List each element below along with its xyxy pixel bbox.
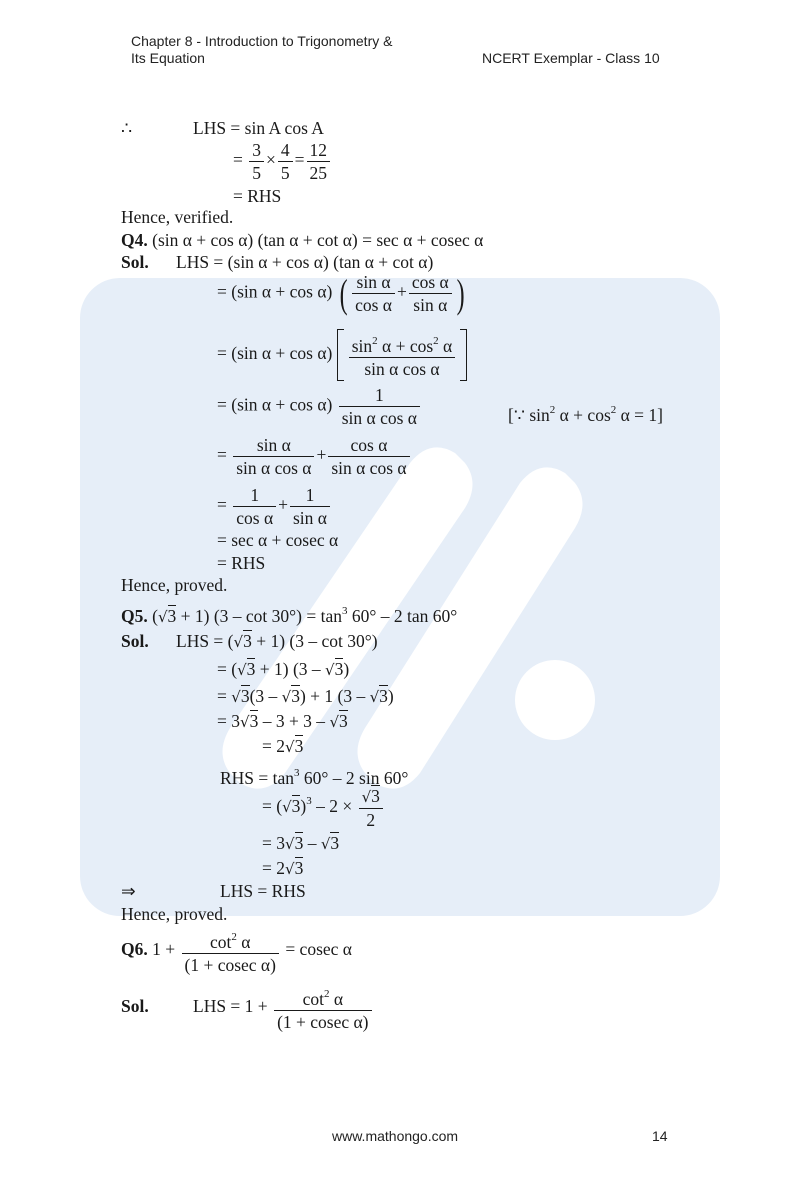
fraction: $\frac{\text{sin α}}{\text{cos α}}$: [352, 271, 395, 316]
book-title: NCERT Exemplar - Class 10: [482, 50, 660, 66]
q4-step6: = $\frac{1}{\text{cos α}}$ + $\frac{1}{\text{sin α}}$: [217, 484, 332, 529]
question-label: Q4.: [121, 230, 148, 250]
q5-step1: LHS = (√3 + 1) (3 – cot 30°): [176, 631, 378, 651]
q5-rhs-step1: RHS = $\tan^3 60^\circ - 2$ sin 60°: [220, 767, 409, 788]
fraction: $\frac{1}{\text{sin α}}$: [290, 484, 330, 529]
identity-note: [∵ $\sin^2 \alpha + \cos^2 \alpha = 1$]: [508, 404, 664, 425]
implies-symbol: ⇒: [121, 881, 136, 901]
chapter-title: [131, 33, 392, 67]
step-lhs: LHS = sin A cos A: [193, 118, 324, 138]
q4-step2: = (sin α + cos α) ( $\frac{\text{sin α}}{\text{cos α}}$ + $\frac{\text{cos α}}{\text{sin α}}$ ): [217, 270, 465, 316]
solution-label: Sol.: [121, 631, 149, 651]
q5-step4: = 3√3 – 3 + 3 – √3: [217, 711, 348, 731]
question-label: Q6.: [121, 939, 148, 960]
hence-proved: Hence, proved.: [121, 575, 228, 595]
fraction: $\frac{\text{cos α}}{\text{sin α}}$: [409, 271, 452, 316]
fraction: $\frac{\cot^2 \alpha}{\text{(1 + cosec α)}}$: [274, 983, 371, 1033]
q4-step7: = sec α + cosec α: [217, 530, 339, 550]
step-fraction-product: = $\frac{3}{5}$ × $\frac{4}{5}$ = $\frac{12}{25}$: [233, 139, 332, 184]
q5-rhs-step3: = 3√3 – √3: [262, 833, 340, 853]
question-6: Q6. 1 + $\frac{\cot^2 \alpha}{\text{(1 + cosec α)}}$ = cosec α: [121, 926, 352, 976]
q4-step3: = (sin α + cos α) $\frac{\sin^2 \alpha + \cos^2 \alpha}{\text{sin α cos α}}$: [217, 329, 467, 381]
q4-step1: LHS = (sin α + cos α) (tan α + cot α): [176, 252, 434, 272]
q5-rhs-step2: = $(√3)^3 - 2$ × $\frac{√3}{2}$: [262, 785, 385, 831]
q4-step5: = $\frac{\text{sin α}}{\text{sin α cos α}}$ + $\frac{\text{cos α}}{\text{sin α cos α}}$: [217, 434, 412, 479]
fraction: $\frac{\cot^2 \alpha}{\text{(1 + cosec α)}}$: [182, 926, 279, 976]
q5-step2: = (√3 + 1) (3 – √3): [217, 659, 350, 679]
solution-label: Sol.: [121, 252, 149, 272]
q5-rhs-step4: = 2√3: [262, 858, 304, 878]
fraction: $\frac{\text{cos α}}{\text{sin α cos α}}$: [328, 434, 409, 479]
q6-step1: LHS = 1 + $\frac{\cot^2 \alpha}{\text{(1 + cosec α)}}$: [193, 983, 374, 1033]
fraction: $\frac{\sin^2 \alpha + \cos^2 \alpha}{\text{sin α cos α}}$: [349, 330, 455, 380]
q4-step4: = (sin α + cos α) $\frac{1}{\text{sin α cos α}}$: [217, 384, 422, 429]
fraction: $\frac{1}{\text{cos α}}$: [233, 484, 276, 529]
fraction: $\frac{1}{\text{sin α cos α}}$: [339, 384, 420, 429]
therefore-symbol: ∴: [121, 118, 133, 138]
fraction: $\frac{12}{25}$: [307, 139, 331, 184]
page-number: 14: [652, 1128, 668, 1144]
q4-step8: = RHS: [217, 553, 266, 573]
q5-step5: = 2√3: [262, 736, 304, 756]
hence-verified: Hence, verified.: [121, 207, 234, 227]
step-rhs: = RHS: [233, 186, 282, 206]
chapter-title-line2: Its Equation: [131, 50, 205, 66]
fraction: $\frac{√3}{2}$: [359, 785, 383, 831]
solution-label: Sol.: [121, 996, 149, 1016]
chapter-title-line1: Chapter 8 - Introduction to Trigonometry &: [131, 33, 393, 49]
hence-proved: Hence, proved.: [121, 904, 228, 924]
question-5: Q5. (√3 + 1) $(3 - \cot 30^\circ) = \tan^3 60^\circ - 2$ tan 60°: [121, 605, 458, 626]
q5-step3: = √3(3 – √3) + 1 (3 – √3): [217, 686, 394, 706]
fraction: $\frac{4}{5}$: [278, 139, 293, 184]
fraction: $\frac{\text{sin α}}{\text{sin α cos α}}$: [233, 434, 314, 479]
question-4: Q4. (sin α + cos α) (tan α + cot α) = sec α + cosec α: [121, 230, 484, 250]
q5-conclusion: LHS = RHS: [220, 881, 306, 901]
question-label: Q5.: [121, 606, 148, 626]
fraction: $\frac{3}{5}$: [249, 139, 264, 184]
footer-url[interactable]: www.mathongo.com: [332, 1128, 459, 1144]
